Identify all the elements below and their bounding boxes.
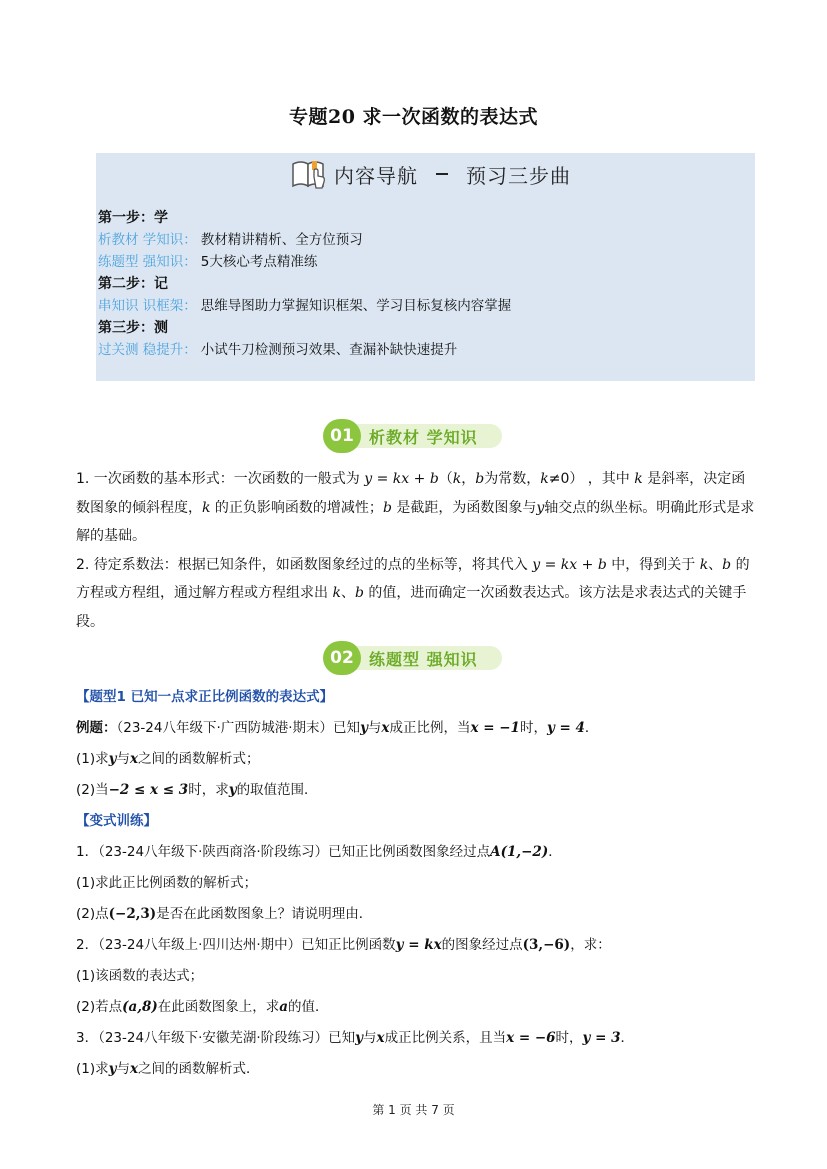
math-var: y	[536, 499, 545, 516]
step-item	[98, 295, 511, 317]
problem-1-q1: (1)求此正比例函数的解析式；	[76, 875, 258, 891]
text: 时，求	[188, 782, 229, 798]
math-var: y	[360, 720, 368, 736]
knowledge-paragraph-2	[76, 551, 756, 637]
math-expr: y = 3	[582, 1030, 621, 1046]
text: 的图象经过点	[441, 937, 523, 953]
text: 是否在此函数图象上？请说明理由．	[156, 906, 373, 922]
step-desc: 教材精讲精析、全方位预习	[200, 232, 363, 248]
text: 的值．	[288, 999, 329, 1015]
text: 1．（23-24八年级下·陕西商洛·阶段练习）已知正比例函数图象经过点	[76, 844, 491, 860]
text: 之间的函数解析式；	[138, 751, 260, 767]
math-expr: x = −6	[506, 1030, 556, 1046]
text: 2．（23-24八年级上·四川达州·期中）已知正比例函数	[76, 937, 396, 953]
step-desc: 5大核心考点精准练	[200, 254, 318, 270]
text: 是截距，为函数图象与	[391, 499, 537, 516]
text: 、	[340, 585, 355, 601]
math-var: b	[475, 471, 485, 487]
text: 与	[116, 751, 130, 767]
problem-1	[76, 837, 756, 868]
question-type-title: 【题型1 已知一点求正比例函数的表达式】	[76, 689, 334, 705]
page-footer: 第 1 页 共 7 页	[372, 1103, 455, 1117]
math-var: b	[354, 585, 364, 601]
text: 轴交点的纵坐标。明确此形式是求解的基础。	[76, 499, 755, 544]
text: (1)求	[76, 1061, 109, 1077]
text: 成正比例关系，且当	[384, 1030, 507, 1046]
math-expr: A(1,−2)	[490, 844, 549, 860]
math-var: x	[129, 1061, 139, 1077]
text: (2)点	[76, 906, 109, 922]
example-question-2	[76, 775, 756, 806]
example-question-1	[76, 744, 756, 775]
math-var: y	[228, 782, 237, 798]
problem-2-q1: (1)该函数的表达式；	[76, 968, 204, 984]
section-badge-02	[323, 641, 502, 675]
text: (1)求	[76, 751, 109, 767]
problem-3	[76, 1023, 756, 1054]
math-var: b	[382, 499, 392, 516]
text: 为常数，	[484, 471, 541, 487]
example-line	[76, 713, 756, 744]
section-number: 02	[323, 641, 361, 675]
math-expr: −2 ≤ x ≤ 3	[108, 782, 189, 798]
math-expr: y = 4	[546, 720, 585, 736]
text: 与	[116, 1061, 130, 1077]
text: (2)当	[76, 782, 109, 798]
section-badge-01	[323, 419, 502, 453]
section-label: 练题型 强知识	[353, 646, 502, 670]
problem-2-q2	[76, 992, 756, 1023]
problem-2	[76, 930, 756, 961]
math-var: b	[722, 556, 732, 573]
text: 与	[363, 1030, 377, 1046]
math-expr: x = −1	[470, 720, 520, 736]
knowledge-paragraph-1	[76, 465, 756, 551]
math-var: k	[540, 471, 549, 487]
math-var: y	[355, 1030, 364, 1046]
variant-training-title: 【变式训练】	[76, 813, 157, 829]
math-expr: (−2,3)	[108, 906, 157, 922]
step-tag: 串知识 识框架：	[98, 298, 197, 314]
step-tag: 过关测 稳提升：	[98, 342, 197, 358]
math-expr: (3,−6)	[522, 937, 571, 953]
math-var: k	[332, 585, 341, 601]
text: ≠0） ，其中	[548, 471, 635, 487]
text: （	[438, 471, 453, 487]
math-var: x	[129, 751, 139, 767]
text: 中，得到关于	[606, 556, 700, 573]
math-var: k	[699, 556, 709, 573]
text: 的正负影响函数的增减性；	[210, 499, 383, 516]
text: 2. 待定系数法：根据已知条件，如函数图象经过的点的坐标等，将其代入	[76, 556, 533, 573]
text: 在此函数图象上，求	[157, 999, 280, 1015]
text: 的方程或方程组，通过解方程或方程组求出	[76, 556, 750, 601]
step-desc: 小试牛刀检测预习效果、查漏补缺快速提升	[200, 342, 458, 358]
math-var: x	[381, 720, 390, 736]
text: ．	[548, 844, 562, 860]
example-label: 例题：	[76, 720, 117, 736]
text: 的值，进而确定一次函数表达式。该方法是求表达式的关键手段。	[76, 585, 747, 630]
knowledge-section	[76, 465, 756, 636]
steps-list	[98, 207, 511, 361]
step-3-title: 第三步：测	[98, 320, 168, 336]
text: 、	[708, 556, 723, 573]
text: (2)若点	[76, 999, 123, 1015]
step-desc: 思维导图助力掌握知识框架、学习目标复核内容掌握	[200, 298, 512, 314]
step-2-title: 第二步：记	[98, 276, 168, 292]
math-var: x	[376, 1030, 385, 1046]
step-item	[98, 251, 511, 273]
text: 时，	[519, 720, 547, 736]
step-tag: 练题型 强知识：	[98, 254, 197, 270]
text: 1. 一次函数的基本形式：一次函数的一般式为	[76, 471, 365, 487]
math-expr: y = kx	[395, 937, 442, 953]
practice-section	[76, 682, 756, 1085]
text: ．	[620, 1030, 634, 1046]
nav-heading-right: 预习三步曲	[466, 163, 571, 188]
text: 与	[367, 720, 382, 736]
nav-heading-dash	[436, 173, 448, 175]
section-number: 01	[323, 419, 361, 453]
text: ．	[584, 720, 599, 736]
text: （23-24八年级下·广西防城港·期末）已知	[116, 720, 361, 736]
formula: y = kx + b	[364, 471, 439, 487]
formula: y = kx + b	[532, 556, 607, 573]
math-var: k	[202, 499, 211, 516]
math-var: k	[452, 471, 462, 487]
text: 3．（23-24八年级下·安徽芜湖·阶段练习）已知	[76, 1030, 356, 1046]
book-hand-icon	[290, 157, 328, 191]
math-var: y	[108, 1061, 117, 1077]
text: 时，	[555, 1030, 583, 1046]
step-tag: 析教材 学知识：	[98, 232, 197, 248]
step-1-title: 第一步：学	[98, 210, 168, 226]
text: 成正比例，当	[389, 720, 471, 736]
problem-1-q2	[76, 899, 756, 930]
step-item	[98, 339, 511, 361]
math-var: y	[108, 751, 117, 767]
page-title: 专题20 求一次函数的表达式	[288, 106, 539, 128]
text: 是斜率，决定函数图象的倾斜程度，	[76, 471, 746, 516]
nav-heading-left: 内容导航	[334, 163, 418, 188]
math-expr: (a,8)	[122, 999, 158, 1015]
text: 之间的函数解析式．	[138, 1061, 260, 1077]
nav-heading	[290, 155, 571, 193]
step-item	[98, 229, 511, 251]
text: ，	[461, 471, 476, 487]
section-label: 析教材 学知识	[353, 424, 502, 448]
math-var: a	[279, 999, 288, 1015]
problem-3-q1	[76, 1054, 756, 1085]
math-var: k	[634, 471, 643, 487]
text: 的取值范围．	[236, 782, 318, 798]
text: ，求：	[570, 937, 611, 953]
